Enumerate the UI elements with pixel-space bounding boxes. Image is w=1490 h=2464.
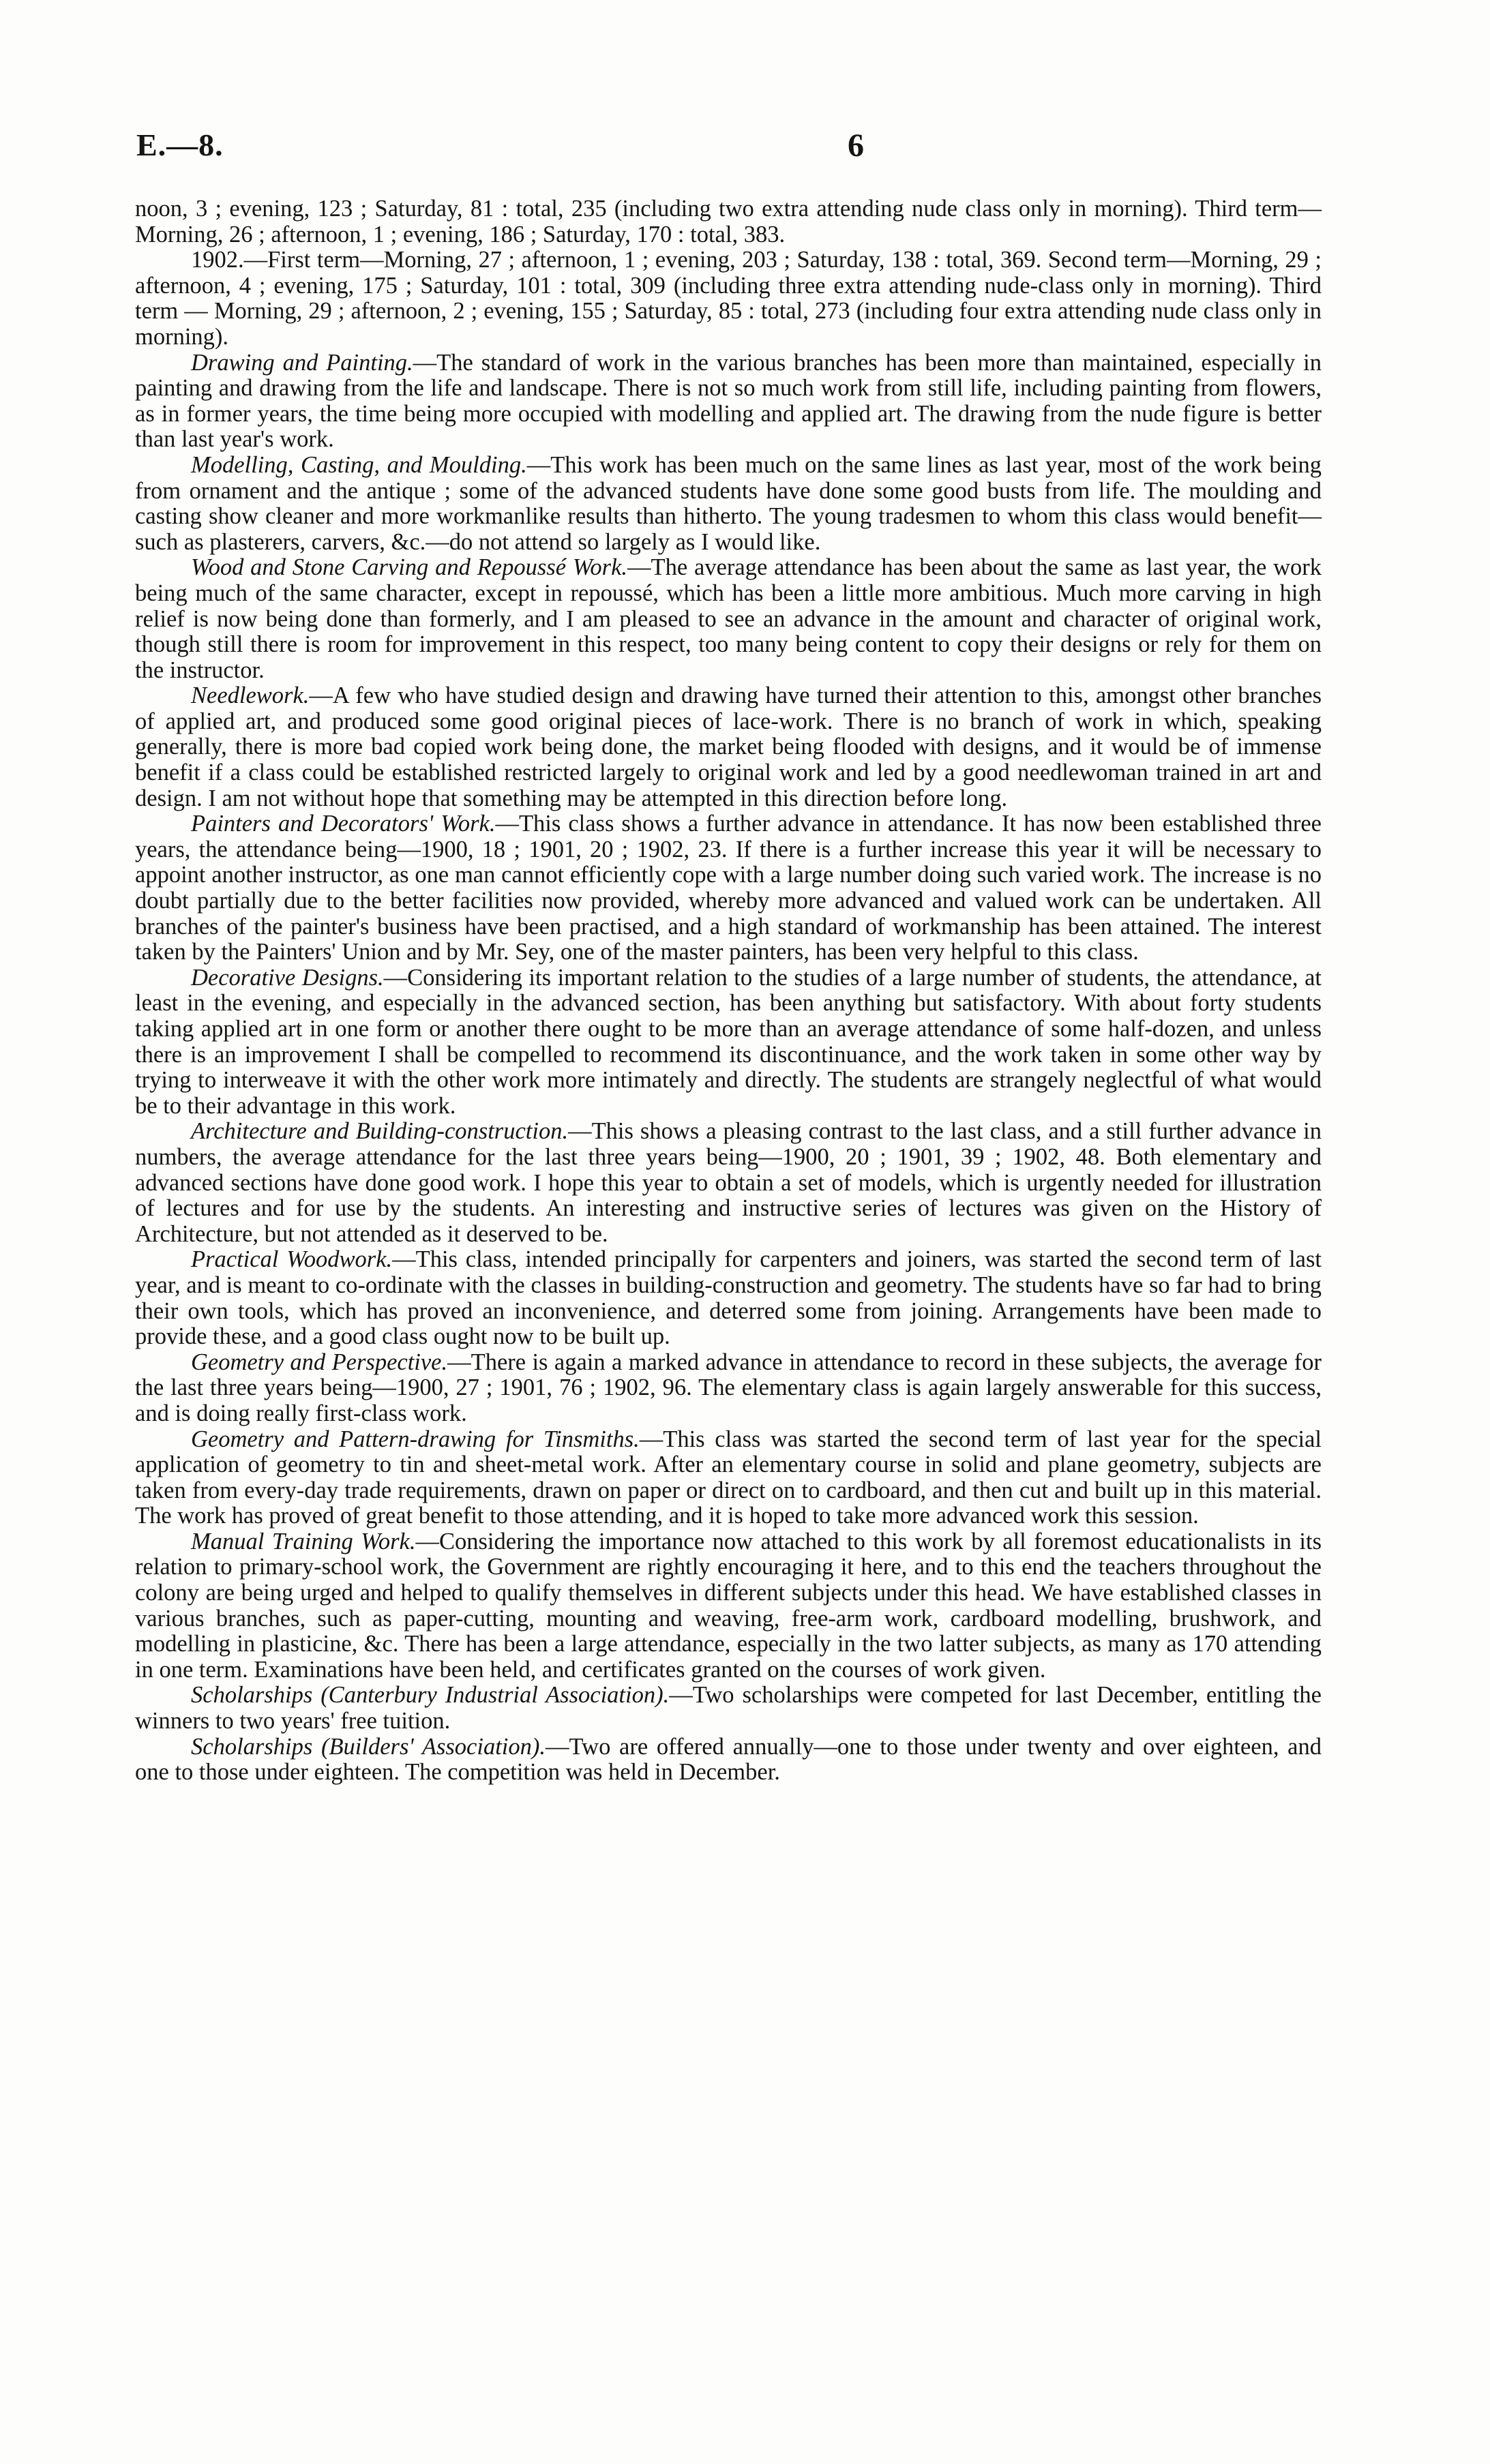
paragraph-text: —This class shows a further advance in attendance. It has now been established three years, the attendance being—1900, 18 ; 1901, 20 ; 1902, 23. If there is a further increase this year it will be necessary to appoint another instructor, as one man cannot efficiently cope with a large number doing such varied work. The increase is no doubt partially due to the better facilities now provided, whereby more advanced and valued work can be undertaken. All branches of the painter's business have been practised, and a high standard of workmanship has been attained. The interest taken by the Painters' Union and by Mr. Sey, one of the master painters, has been very helpful to this class. <box>135 811 1322 965</box>
paragraph-heading: Practical Woodwork. <box>191 1246 393 1273</box>
paragraph-woodwork <box>135 1247 1322 1349</box>
paragraph-scholarships-industrial <box>135 1683 1322 1734</box>
paragraph-carving <box>135 555 1322 683</box>
paragraph-heading: Geometry and Pattern-drawing for Tinsmiths. <box>191 1426 640 1452</box>
paragraph-text: —The standard of work in the various branches has been more than maintained, especially in painting and drawing from the life and landscape. There is not so much work from still life, including painting from flowers, as in former years, the time being more occupied with modelling and applied art. The drawing from the nude figure is better than last year's work. <box>135 349 1322 453</box>
paragraph-heading: Needlework. <box>191 682 310 709</box>
report-body <box>135 196 1322 1786</box>
paragraph-heading: Decorative Designs. <box>191 964 384 991</box>
paragraph-text: —Two scholarships were competed for last December, entitling the winners to two years' free tuition. <box>135 1682 1322 1734</box>
paragraph-needlework <box>135 683 1322 811</box>
paragraph-text: —This class, intended principally for carpenters and joiners, was started the second term of last year, and is meant to co-ordinate with the classes in building-construction and geometry. The students have so far had to bring their own tools, which has proved an inconvenience, and deterred some from joining. Arrangements have been made to provide these, and a good class ought now to be built up. <box>135 1246 1322 1350</box>
paragraph-heading: Modelling, Casting, and Moulding. <box>191 451 527 478</box>
paragraph-heading: Scholarships (Builders' Association). <box>191 1733 546 1760</box>
paragraph-attendance-1902 <box>135 247 1322 350</box>
paragraph-text: —Two are offered annually—one to those under twenty and over eighteen, and one to those under eighteen. The competition was held in December. <box>135 1733 1322 1786</box>
paragraph-text: —Considering its important relation to the studies of a large number of students, the attendance, at least in the evening, and especially in the advanced section, has been anything but satisfactory. With about forty students taking applied art in one form or another there ought to be more than an average attendance of some half-dozen, and unless there is an improvement I shall be compelled to recommend its discontinuance, and the work taken in some other way by trying to interweave it with the other work more intimately and directly. The students are strangely neglectful of what would be to their advantage in this work. <box>135 964 1322 1119</box>
paragraph-text: —This work has been much on the same lines as last year, most of the work being from ornament and the antique ; some of the advanced students have done some good busts from life. The moulding and casting show cleaner and more workmanlike results than hitherto. The young tradesmen to whom this class would benefit—such as plasterers, carvers, &c.—do not attend so largely as I would like. <box>135 451 1322 555</box>
paragraph-heading: Scholarships (Canterbury Industrial Association). <box>191 1682 670 1709</box>
paragraph-text: —Considering the importance now attached to this work by all foremost educationalists in its relation to primary-school work, the Government are rightly encouraging it here, and to this end the teachers throughout the colony are being urged and helped to qualify themselves in different subjects under this head. We have established classes in various branches, such as paper-cutting, mounting and weaving, free-arm work, cardboard modelling, brushwork, and modelling in plasticine, &c. There has been a large attendance, especially in the two latter subjects, as many as 170 attending in one term. Examinations have been held, and certificates granted on the courses of work given. <box>135 1528 1322 1683</box>
paragraph-modelling <box>135 453 1322 555</box>
paragraph-tinsmiths <box>135 1427 1322 1529</box>
page-number: 6 <box>848 127 864 164</box>
paragraph-heading: Drawing and Painting. <box>191 349 413 376</box>
paragraph-text: —There is again a marked advance in attendance to record in these subjects, the average for the last three years being—1900, 27 ; 1901, 76 ; 1902, 96. The elementary class is again largely answerable for this success, and is doing really first-class work. <box>135 1349 1322 1426</box>
paragraph-scholarships-builders <box>135 1734 1322 1786</box>
paragraph-text: 1902.—First term—Morning, 27 ; afternoon, 1 ; evening, 203 ; Saturday, 138 : total, 369. Second term—Morning, 29 ; afternoon, 4 ; evening, 175 ; Saturday, 101 : total, 309 (including three extra attending nude-class only in morning). Third term — Morning, 29 ; afternoon, 2 ; evening, 155 ; Saturday, 85 : total, 273 (including four extra attending nude class only in morning). <box>135 247 1322 350</box>
paragraph-text: —The average attendance has been about the same as last year, the work being much of the same character, except in repoussé, which has been a little more ambitious. Much more carving in high relief is now being done than formerly, and I am pleased to see an advance in the amount and character of original work, though still there is room for improvement in this respect, too many being content to copy their designs or rely for them on the instructor. <box>135 554 1322 683</box>
paragraph-heading: Painters and Decorators' Work. <box>191 811 496 837</box>
paragraph-decorative-designs <box>135 965 1322 1120</box>
paragraph-geometry-perspective <box>135 1350 1322 1427</box>
paragraph-attendance-1901 <box>135 196 1322 247</box>
paragraph-drawing-painting <box>135 350 1322 453</box>
document-id: E.—8. <box>136 127 224 162</box>
page-header <box>136 127 1350 168</box>
paragraph-heading: Architecture and Building-construction. <box>191 1118 569 1145</box>
paragraph-heading: Geometry and Perspective. <box>191 1349 448 1375</box>
paragraph-manual-training <box>135 1529 1322 1683</box>
paragraph-heading: Manual Training Work. <box>191 1528 416 1554</box>
paragraph-text: —A few who have studied design and drawing have turned their attention to this, amongst other branches of applied art, and produced some good original pieces of lace-work. There is no branch of work in which, speaking generally, there is more bad copied work being done, the market being flooded with designs, and it would be of immense benefit if a class could be established restricted largely to original work and led by a good needlewoman trained in art and design. I am not without hope that something may be attempted in this direction before long. <box>135 682 1322 811</box>
paragraph-painters <box>135 811 1322 965</box>
paragraph-text: noon, 3 ; evening, 123 ; Saturday, 81 : total, 235 (including two extra attending nude class only in morning). Third term—Morning, 26 ; afternoon, 1 ; evening, 186 ; Saturday, 170 : total, 383. <box>135 196 1322 247</box>
paragraph-architecture <box>135 1119 1322 1247</box>
paragraph-text: —This class was started the second term of last year for the special application of geometry to tin and sheet-metal work. After an elementary course in solid and plane geometry, subjects are taken from every-day trade requirements, drawn on paper or direct on to cardboard, and then cut and built up in this material. The work has proved of great benefit to those attending, and it is hoped to take more advanced work this session. <box>135 1426 1322 1529</box>
paragraph-text: —This shows a pleasing contrast to the last class, and a still further advance in numbers, the average attendance for the last three years being—1900, 20 ; 1901, 39 ; 1902, 48. Both elementary and advanced sections have done good work. I hope this year to obtain a set of models, which is urgently needed for illustration of lectures and for use by the students. An interesting and instructive series of lectures was given on the History of Architecture, but not attended as it deserved to be. <box>135 1118 1322 1247</box>
paragraph-heading: Wood and Stone Carving and Repoussé Work. <box>191 554 628 581</box>
